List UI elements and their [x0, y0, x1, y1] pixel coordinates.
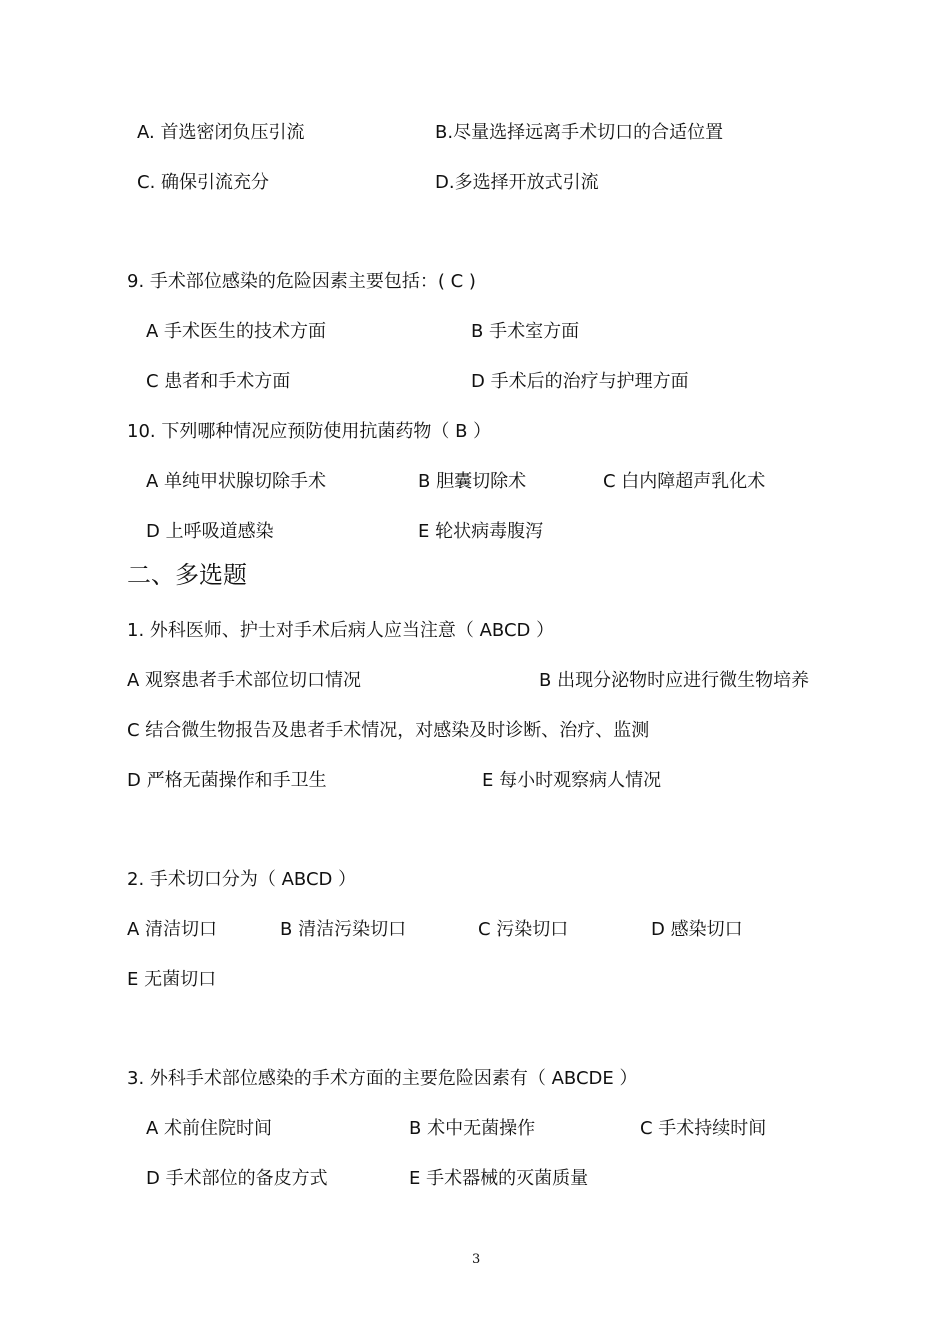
- q10-option-b: B 胆囊切除术: [418, 471, 527, 492]
- m1-option-c: C 结合微生物报告及患者手术情况，对感染及时诊断、治疗、监测: [127, 720, 650, 741]
- q10-option-c: C 白内障超声乳化术: [603, 471, 766, 492]
- q10-stem: 10. 下列哪种情况应预防使用抗菌药物（ B ）: [127, 421, 492, 442]
- m1-option-d: D 严格无菌操作和手卫生: [127, 770, 327, 791]
- m3-option-e: E 手术器械的灭菌质量: [409, 1168, 589, 1189]
- q10-option-a: A 单纯甲状腺切除手术: [146, 471, 327, 492]
- m2-stem: 2. 手术切口分为（ ABCD ）: [127, 869, 357, 890]
- m3-option-c: C 手术持续时间: [640, 1118, 767, 1139]
- q8-option-a: A. 首选密闭负压引流: [137, 122, 305, 143]
- q10-option-d: D 上呼吸道感染: [146, 521, 274, 542]
- section-heading-multiple-choice: 二、多选题: [127, 561, 247, 589]
- m1-option-e: E 每小时观察病人情况: [482, 770, 662, 791]
- q10-option-e: E 轮状病毒腹泻: [418, 521, 544, 542]
- m2-option-d: D 感染切口: [651, 919, 743, 940]
- m2-option-a: A 清洁切口: [127, 919, 218, 940]
- q8-option-d: D.多选择开放式引流: [435, 172, 599, 193]
- m2-option-b: B 清洁污染切口: [280, 919, 407, 940]
- m2-option-c: C 污染切口: [478, 919, 569, 940]
- m1-option-b: B 出现分泌物时应进行微生物培养: [539, 670, 810, 691]
- q9-option-a: A 手术医生的技术方面: [146, 321, 327, 342]
- q9-option-b: B 手术室方面: [471, 321, 580, 342]
- q8-option-c: C. 确保引流充分: [137, 172, 270, 193]
- m1-stem: 1. 外科医师、护士对手术后病人应当注意（ ABCD ）: [127, 620, 555, 641]
- m2-option-e: E 无菌切口: [127, 969, 217, 990]
- m3-option-d: D 手术部位的备皮方式: [146, 1168, 328, 1189]
- m3-option-a: A 术前住院时间: [146, 1118, 273, 1139]
- q9-option-c: C 患者和手术方面: [146, 371, 291, 392]
- q9-stem: 9. 手术部位感染的危险因素主要包括：( C ): [127, 271, 476, 292]
- q8-option-b: B.尽量选择远离手术切口的合适位置: [435, 122, 724, 143]
- m3-stem: 3. 外科手术部位感染的手术方面的主要危险因素有（ ABCDE ）: [127, 1068, 638, 1089]
- m3-option-b: B 术中无菌操作: [409, 1118, 536, 1139]
- m1-option-a: A 观察患者手术部位切口情况: [127, 670, 362, 691]
- q9-option-d: D 手术后的治疗与护理方面: [471, 371, 689, 392]
- page-number: 3: [472, 1252, 481, 1267]
